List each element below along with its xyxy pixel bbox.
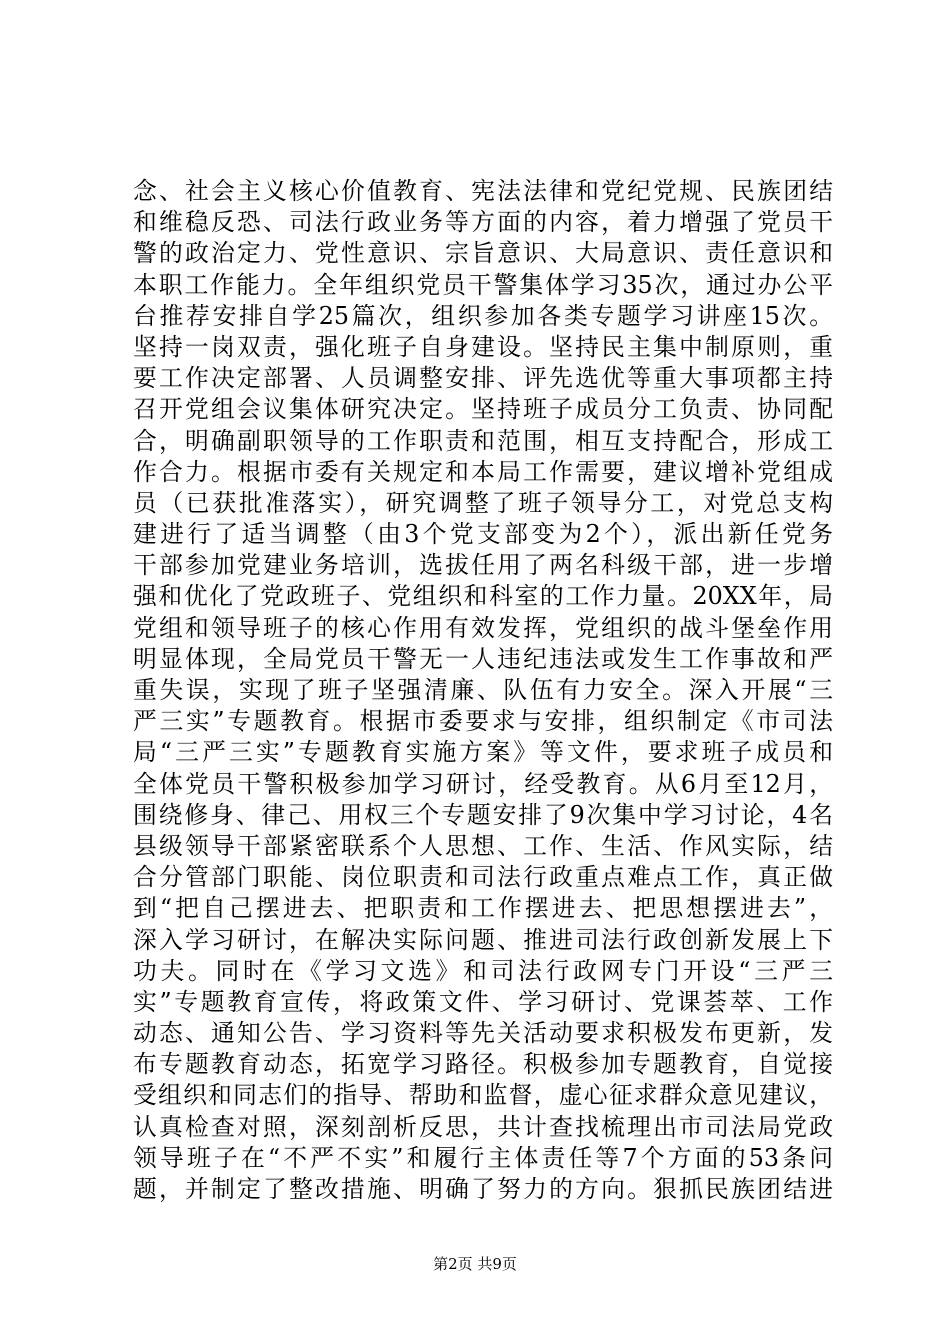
text-line-9: 合，明确副职领导的工作职责和范围，相互支持配合，形成工 bbox=[133, 426, 833, 455]
text-line-33: 题，并制定了整改措施、明确了努力的方向。狠抓民族团结进 bbox=[133, 1175, 833, 1203]
text-line-23: 合分管部门职能、岗位职责和司法行政重点难点工作，真正做 bbox=[133, 863, 833, 892]
text-line-6: 坚持一岗双责，强化班子自身建设。坚持民主集中制原则，重 bbox=[133, 332, 833, 361]
text-line-25: 深入学习研讨，在解决实际问题、推进司法行政创新发展上下 bbox=[133, 925, 833, 954]
text-line-17: 重失误，实现了班子坚强清廉、队伍有力安全。深入开展“三 bbox=[133, 676, 833, 704]
page-footer: 第2页 共9页 bbox=[433, 1255, 517, 1273]
text-line-5: 台推荐安排自学25篇次，组织参加各类专题学习讲座15次。 bbox=[133, 301, 833, 330]
text-line-26: 功夫。同时在《学习文选》和司法行政网专门开设“三严三 bbox=[133, 956, 833, 985]
text-line-15: 党组和领导班子的核心作用有效发挥，党组织的战斗堡垒作用 bbox=[133, 613, 833, 642]
text-line-1: 念、社会主义核心价值教育、宪法法律和党纪党规、民族团结 bbox=[133, 177, 833, 205]
text-line-19: 局“三严三实”专题教育实施方案》等文件，要求班子成员和 bbox=[133, 738, 833, 767]
text-line-32: 领导班子在“不严不实”和履行主体责任等7个方面的53条问 bbox=[133, 1143, 833, 1172]
text-line-11: 员（已获批准落实），研究调整了班子领导分工，对党总支构 bbox=[133, 488, 833, 517]
body-text bbox=[133, 176, 833, 1205]
text-line-16: 明显体现，全局党员干警无一人违纪违法或发生工作事故和严 bbox=[133, 644, 833, 673]
text-line-13: 干部参加党建业务培训，选拔任用了两名科级干部，进一步增 bbox=[133, 551, 833, 580]
text-line-28: 动态、通知公告、学习资料等先关活动要求积极发布更新，发 bbox=[133, 1019, 833, 1048]
text-line-22: 县级领导干部紧密联系个人思想、工作、生活、作风实际，结 bbox=[133, 831, 833, 860]
text-line-10: 作合力。根据市委有关规定和本局工作需要，建议增补党组成 bbox=[133, 457, 833, 486]
text-line-30: 受组织和同志们的指导、帮助和监督，虚心征求群众意见建议， bbox=[133, 1081, 833, 1110]
text-line-21: 围绕修身、律己、用权三个专题安排了9次集中学习讨论，4名 bbox=[133, 800, 833, 829]
text-line-8: 召开党组会议集体研究决定。坚持班子成员分工负责、协同配 bbox=[133, 395, 833, 424]
text-line-12: 建进行了适当调整（由3个党支部变为2个），派出新任党务 bbox=[133, 520, 833, 549]
text-line-18: 严三实”专题教育。根据市委要求与安排，组织制定《市司法 bbox=[133, 707, 833, 736]
text-line-2: 和维稳反恐、司法行政业务等方面的内容，着力增强了党员干 bbox=[133, 208, 833, 237]
text-line-3: 警的政治定力、党性意识、宗旨意识、大局意识、责任意识和 bbox=[133, 239, 833, 268]
text-line-4: 本职工作能力。全年组织党员干警集体学习35次，通过办公平 bbox=[133, 270, 833, 299]
text-line-31: 认真检查对照，深刻剖析反思，共计查找梳理出市司法局党政 bbox=[133, 1112, 833, 1141]
text-line-7: 要工作决定部署、人员调整安排、评先选优等重大事项都主持 bbox=[133, 364, 833, 393]
text-line-27: 实”专题教育宣传，将政策文件、学习研讨、党课荟萃、工作 bbox=[133, 987, 833, 1016]
text-line-24: 到“把自己摆进去、把职责和工作摆进去、把思想摆进去”， bbox=[133, 894, 833, 923]
text-line-20: 全体党员干警积极参加学习研讨，经受教育。从6月至12月， bbox=[133, 769, 833, 798]
text-line-14: 强和优化了党政班子、党组织和科室的工作力量。20XX年，局 bbox=[133, 582, 833, 611]
text-line-29: 布专题教育动态，拓宽学习路径。积极参加专题教育，自觉接 bbox=[133, 1050, 833, 1079]
